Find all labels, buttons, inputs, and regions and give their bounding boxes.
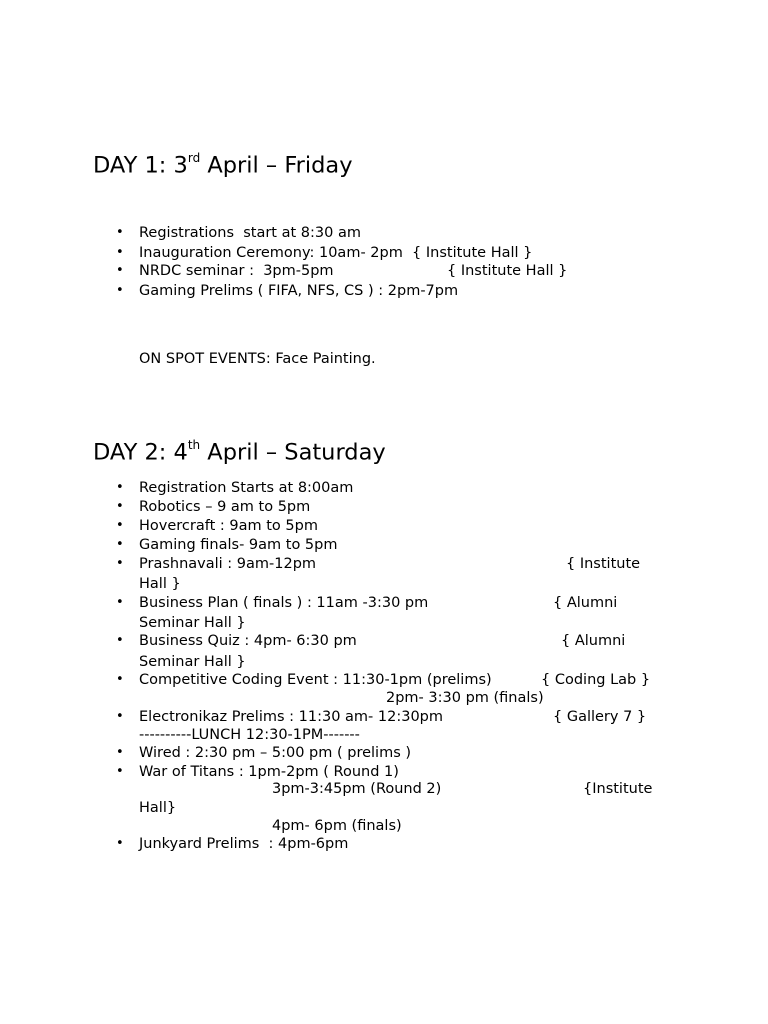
- day1-on-spot-events: ON SPOT EVENTS: Face Painting.: [139, 351, 376, 367]
- bullet-icon: •: [116, 499, 124, 514]
- day2-business-quiz-venue-cont: Seminar Hall }: [139, 654, 246, 670]
- bullet-icon: •: [116, 225, 124, 240]
- day1-nrdc-venue: { Institute Hall }: [447, 263, 568, 279]
- day2-item-business-quiz: Business Quiz : 4pm- 6:30 pm: [139, 633, 357, 649]
- day2-electronikaz-venue: { Gallery 7 }: [553, 709, 647, 725]
- bullet-icon: •: [116, 764, 124, 779]
- bullet-icon: •: [116, 672, 124, 687]
- day2-item-prashnavali: Prashnavali : 9am-12pm: [139, 556, 317, 572]
- day2-coding-venue: { Coding Lab }: [541, 672, 651, 688]
- day1-heading: [93, 146, 353, 180]
- bullet-icon: •: [116, 537, 124, 552]
- bullet-icon: •: [116, 245, 124, 260]
- day2-item-junkyard: Junkyard Prelims : 4pm-6pm: [139, 836, 349, 852]
- day2-business-plan-venue: { Alumni: [553, 595, 618, 611]
- day2-heading-post: April – Saturday: [200, 439, 386, 466]
- bullet-icon: •: [116, 556, 124, 571]
- day2-item-war-of-titans: War of Titans : 1pm-2pm ( Round 1): [139, 764, 399, 780]
- bullet-icon: •: [116, 836, 124, 851]
- day2-heading-pre: DAY 2: 4: [93, 439, 188, 466]
- day1-item-nrdc: NRDC seminar : 3pm-5pm: [139, 263, 334, 279]
- day2-heading: [93, 433, 386, 467]
- bullet-icon: •: [116, 263, 124, 278]
- bullet-icon: •: [116, 480, 124, 495]
- day2-war-venue-cont: Hall}: [139, 800, 177, 816]
- day2-item-gaming-finals: Gaming finals- 9am to 5pm: [139, 537, 338, 553]
- day1-item-registration: Registrations start at 8:30 am: [139, 225, 361, 241]
- day2-item-business-plan: Business Plan ( finals ) : 11am -3:30 pm: [139, 595, 429, 611]
- day2-lunch-break: ----------LUNCH 12:30-1PM-------: [139, 727, 360, 743]
- day2-item-electronikaz: Electronikaz Prelims : 11:30 am- 12:30pm: [139, 709, 444, 725]
- bullet-icon: •: [116, 595, 124, 610]
- bullet-icon: •: [116, 283, 124, 298]
- bullet-icon: •: [116, 633, 124, 648]
- day1-heading-pre: DAY 1: 3: [93, 152, 188, 179]
- day1-item-gaming-prelims: Gaming Prelims ( FIFA, NFS, CS ) : 2pm-7pm: [139, 283, 459, 299]
- bullet-icon: •: [116, 518, 124, 533]
- day1-heading-post: April – Friday: [200, 152, 353, 179]
- day2-business-quiz-venue: { Alumni: [561, 633, 626, 649]
- day2-business-plan-venue-cont: Seminar Hall }: [139, 615, 246, 631]
- bullet-icon: •: [116, 709, 124, 724]
- day2-item-hovercraft: Hovercraft : 9am to 5pm: [139, 518, 318, 534]
- bullet-icon: •: [116, 745, 124, 760]
- day2-war-round2: 3pm-3:45pm (Round 2): [272, 781, 442, 797]
- day2-prashnavali-venue: { Institute: [566, 556, 641, 572]
- day2-heading-sup: th: [187, 438, 201, 452]
- day1-heading-sup: rd: [187, 151, 201, 165]
- day2-prashnavali-venue-cont: Hall }: [139, 576, 181, 592]
- day2-war-finals: 4pm- 6pm (finals): [272, 818, 402, 834]
- day2-coding-finals: 2pm- 3:30 pm (finals): [386, 690, 544, 706]
- day2-item-registration: Registration Starts at 8:00am: [139, 480, 354, 496]
- day1-item-inauguration: Inauguration Ceremony: 10am- 2pm { Institute Hall }: [139, 245, 533, 261]
- day2-item-wired: Wired : 2:30 pm – 5:00 pm ( prelims ): [139, 745, 412, 761]
- day2-war-venue: {Institute: [583, 781, 653, 797]
- day2-item-robotics: Robotics – 9 am to 5pm: [139, 499, 311, 515]
- day2-item-competitive-coding: Competitive Coding Event : 11:30-1pm (prelims): [139, 672, 492, 688]
